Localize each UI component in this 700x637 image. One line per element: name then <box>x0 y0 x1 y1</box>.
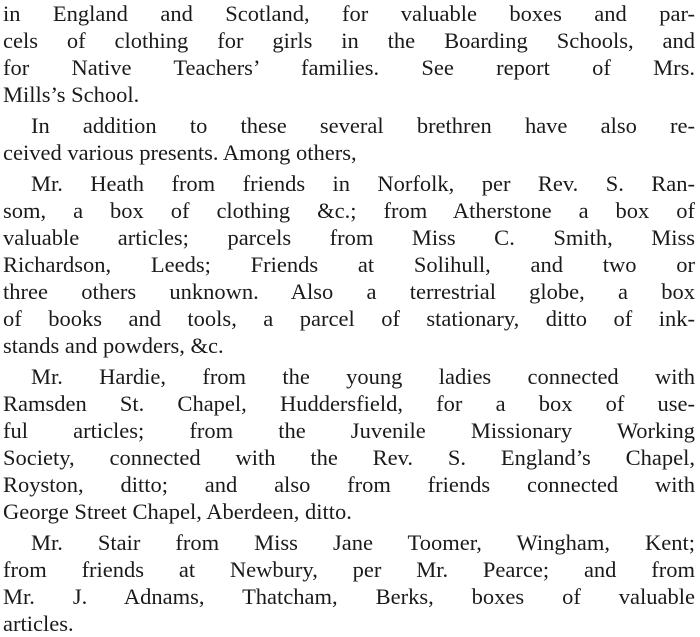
text-line: of books and tools, a parcel of stationary, ditto of ink- <box>3 306 695 331</box>
text-line: Royston, ditto; and also from friends connected with <box>3 472 695 497</box>
text-line: Mills’s School. <box>3 82 140 107</box>
text-line: articles. <box>3 611 74 636</box>
text-line: Ramsden St. Chapel, Huddersfield, for a box of use- <box>3 391 695 416</box>
text-line: Richardson, Leeds; Friends at Solihull, and two or <box>3 252 695 277</box>
paragraph-first-line: Mr. Stair from Miss Jane Toomer, Wingham, Kent; <box>31 530 695 555</box>
text-line: Mr. J. Adnams, Thatcham, Berks, boxes of valuable <box>3 584 695 609</box>
text-line: from friends at Newbury, per Mr. Pearce; and from <box>3 557 695 582</box>
text-line: in England and Scotland, for valuable boxes and par- <box>3 1 695 26</box>
text-line: ceived various presents. Among others, <box>3 140 357 165</box>
text-line: valuable articles; parcels from Miss C. Smith, Miss <box>3 225 695 250</box>
text-line: cels of clothing for girls in the Boarding Schools, and <box>3 28 695 53</box>
paragraph-first-line: Mr. Hardie, from the young ladies connected with <box>31 364 695 389</box>
text-line: George Street Chapel, Aberdeen, ditto. <box>3 499 352 524</box>
text-line: Society, connected with the Rev. S. England’s Chapel, <box>3 445 695 470</box>
text-line: som, a box of clothing &c.; from Atherstone a box of <box>3 198 695 223</box>
paragraph-first-line: Mr. Heath from friends in Norfolk, per Rev. S. Ran- <box>31 171 695 196</box>
text-line: ful articles; from the Juvenile Missionary Working <box>3 418 695 443</box>
text-line: stands and powders, &c. <box>3 333 224 358</box>
text-line: for Native Teachers’ families. See report of Mrs. <box>3 55 695 80</box>
paragraph-first-line: In addition to these several brethren have also re- <box>31 113 695 138</box>
text-line: three others unknown. Also a terrestrial globe, a box <box>3 279 695 304</box>
